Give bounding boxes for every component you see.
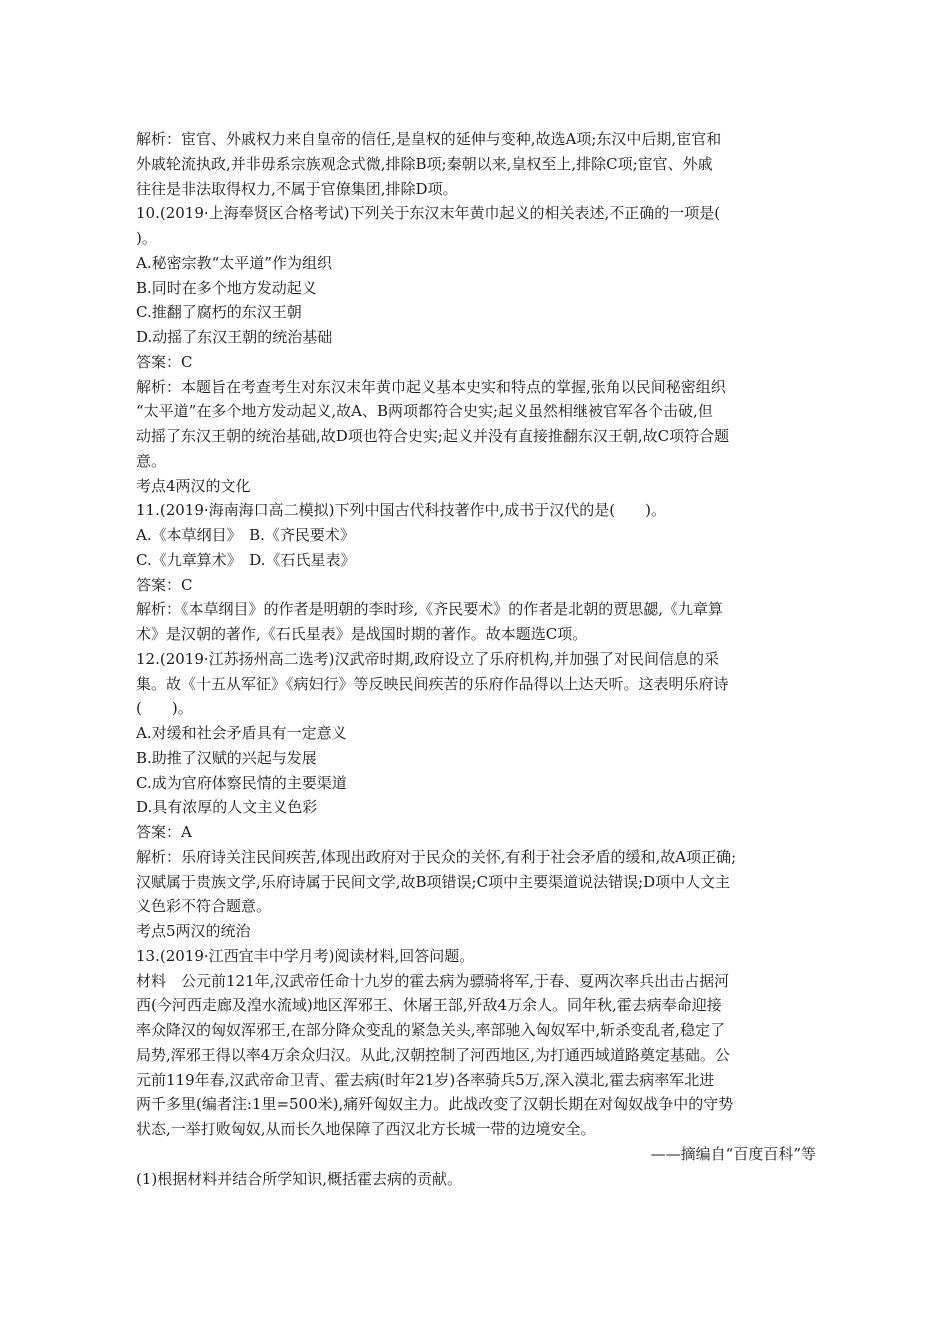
- analysis-line: 解析：乐府诗关注民间疾苦,体现出政府对于民众的关怀,有利于社会矛盾的缓和,故A项正确;: [136, 847, 737, 866]
- option-b: B.助推了汉赋的兴起与发展: [136, 748, 317, 767]
- material-line: 率众降汉的匈奴浑邪王,在部分降众变乱的紧急关头,率部驰入匈奴军中,斩杀变乱者,稳定了: [136, 1021, 726, 1039]
- source-citation: ——摘编自“百度百科”等: [650, 1144, 816, 1163]
- section-heading: 考点5两汉的统治: [136, 922, 251, 940]
- analysis-line: 意。: [136, 451, 167, 470]
- material-line: 元前119年春,汉武帝命卫青、霍去病(时年21岁)各率骑兵5万,深入漠北,霍去病率军北进: [136, 1070, 715, 1089]
- material-line: 两千多里(编者注:1里=500米),痛歼匈奴主力。此战改变了汉朝长期在对匈奴战争中的守势: [136, 1095, 734, 1114]
- analysis-line: 术》是汉朝的著作,《石氏星表》是战国时期的著作。故本题选C项。: [136, 625, 588, 643]
- question-11-stem: 11.(2019·海南海口高二模拟)下列中国古代科技著作中,成书于汉代的是( )。: [136, 501, 666, 520]
- option-c: C.推翻了腐朽的东汉王朝: [136, 303, 302, 322]
- analysis-line: 义色彩不符合题意。: [136, 897, 272, 916]
- section-heading: 考点4两汉的文化: [136, 476, 251, 495]
- options-ab: A.《本草纲目》 B.《齐民要术》: [136, 526, 355, 544]
- analysis-line: 动摇了东汉王朝的统治基础,故D项也符合史实;起义并没有直接推翻东汉王朝,故C项符合题: [136, 427, 730, 445]
- material-line: 西(今河西走廊及湟水流域)地区浑邪王、休屠王部,歼敌4万余人。同年秋,霍去病奉命迎接: [136, 996, 722, 1015]
- analysis-line: 往往是非法取得权力,不属于官僚集团,排除D项。: [136, 179, 458, 198]
- question-12-stem: 12.(2019·江苏扬州高二选考)汉武帝时期,政府设立了乐府机构,并加强了对民间信息的采: [136, 649, 720, 668]
- answer-line: 答案：C: [136, 575, 193, 594]
- options-cd: C.《九章算术》 D.《石氏星表》: [136, 550, 356, 569]
- material-line: 材料 公元前121年,汉武帝任命十九岁的霍去病为骠骑将军,于春、夏两次率兵出击占据河: [136, 971, 730, 990]
- analysis-line: 解析：《本草纲目》的作者是明朝的李时珍,《齐民要术》的作者是北朝的贾思勰,《九章算: [136, 600, 724, 619]
- question-13-stem: 13.(2019·江西宜丰中学月考)阅读材料,回答问题。: [136, 946, 475, 965]
- analysis-line: 解析：本题旨在考查考生对东汉末年黄巾起义基本史实和特点的掌握,张角以民间秘密组织: [136, 377, 726, 396]
- sub-question-1: (1)根据材料并结合所学知识,概括霍去病的贡献。: [136, 1169, 463, 1188]
- material-line: 状态,一举打败匈奴,从而长久地保障了西汉北方长城一带的边境安全。: [136, 1120, 596, 1138]
- option-d: D.动摇了东汉王朝的统治基础: [136, 328, 333, 346]
- option-a: A.秘密宗教“太平道”作为组织: [136, 253, 332, 272]
- answer-line: 答案：C: [136, 352, 193, 371]
- question-12-stem: ( )。: [136, 699, 193, 718]
- question-10-stem: 10.(2019·上海奉贤区合格考试)下列关于东汉末年黄巾起义的相关表述,不正确的一项是(: [136, 204, 721, 223]
- option-c: C.成为官府体察民情的主要渠道: [136, 773, 347, 792]
- document-body: [136, 127, 816, 1191]
- question-12-stem: 集。故《十五从军征》《病妇行》等反映民间疾苦的乐府作品得以上达天听。这表明乐府诗: [136, 674, 729, 693]
- answer-line: 答案：A: [136, 823, 192, 841]
- material-line: 局势,浑邪王得以率4万余众归汉。从此,汉朝控制了河西地区,为打通西域道路奠定基础。公: [136, 1045, 730, 1064]
- question-10-stem: )。: [136, 229, 157, 247]
- analysis-line: 汉赋属于贵族文学,乐府诗属于民间文学,故B项错误;C项中主要渠道说法错误;D项中人文主: [136, 872, 731, 891]
- option-a: A.对缓和社会矛盾具有一定意义: [136, 724, 347, 742]
- option-d: D.具有浓厚的人文主义色彩: [136, 798, 318, 817]
- option-b: B.同时在多个地方发动起义: [136, 278, 317, 297]
- analysis-line: 解析：宦官、外戚权力来自皇帝的信任,是皇权的延伸与变种,故选A项;东汉中后期,宦官和: [136, 130, 722, 148]
- analysis-line: 外戚轮流执政,并非毋系宗族观念式微,排除B项;秦朝以来,皇权至上,排除C项;宦官、外戚: [136, 154, 713, 173]
- analysis-line: “太平道”在多个地方发动起义,故A、B两项都符合史实;起义虽然相继被官军各个击破,但: [136, 402, 713, 421]
